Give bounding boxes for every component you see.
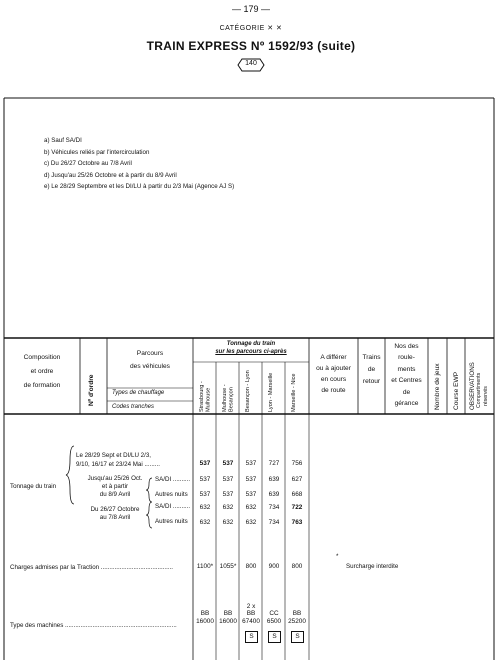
badge-number: 140 <box>245 60 257 67</box>
roulements-header <box>385 341 428 409</box>
charges-c3: 800 <box>245 563 257 570</box>
machine-c3-number: 67400 <box>242 618 260 625</box>
composition-header <box>4 351 80 393</box>
segment-besancon-lyon: Besançon - Lyon <box>245 370 251 412</box>
tonnage-r2-c5: 627 <box>291 476 303 483</box>
tonnage-label: Tonnage du train <box>10 483 57 490</box>
page-title: TRAIN EXPRESS Nº 1592/93 (suite) <box>146 39 356 53</box>
tonnage-r4-c3: 632 <box>245 504 257 511</box>
charges-note-mark: * <box>336 553 339 560</box>
observations-sub-2: réservés <box>483 386 489 406</box>
tonnage-sub-4: SA/DI .......... <box>155 503 191 510</box>
machine-c5-box: S <box>291 631 304 643</box>
tonnage-r3-c4: 639 <box>268 491 280 498</box>
category-label: CATÉGORIE ✕ ✕ <box>219 25 283 32</box>
cond-4-line-2: au 7/8 Avril <box>99 514 131 521</box>
cond-2-line-2: et à partir <box>101 483 129 490</box>
tonnage-r1-c3: 537 <box>245 460 257 467</box>
tonnage-cond-4 <box>82 506 148 522</box>
machine-c3-box: S <box>245 631 258 643</box>
tonnage-header <box>193 340 309 356</box>
tonnage-r5-c3: 632 <box>245 519 257 526</box>
tonnage-title-1: Tonnage du train <box>226 341 276 347</box>
a-differer-line-3: en cours <box>320 376 347 383</box>
a-differer-line-1: A différer <box>320 354 347 361</box>
tonnage-r1-c1: 537 <box>199 460 211 467</box>
tonnage-r5-c1: 632 <box>199 519 211 526</box>
tonnage-r3-c3: 537 <box>245 491 257 498</box>
tonnage-r1-c4: 727 <box>268 460 280 467</box>
tonnage-r1-c2: 537 <box>222 460 234 467</box>
codes-tranches-label: Codes tranches <box>112 404 155 410</box>
note-a: a) Sauf SA/DI <box>44 137 82 144</box>
machine-c3-type: BB <box>246 610 256 617</box>
roulements-line-2: roule- <box>398 354 415 362</box>
machine-c4-number: 6500 <box>266 618 282 625</box>
observations-sub-1: Compartiments <box>476 372 482 408</box>
tonnage-r3-c2: 537 <box>222 491 234 498</box>
parcours-line-2: des véhicules <box>130 363 170 370</box>
composition-line-3: de formation <box>23 382 61 389</box>
roulements-line-3: ments <box>397 365 416 373</box>
segment-lyon-marseille: Lyon - Marseille <box>268 372 274 412</box>
tonnage-r2-c4: 639 <box>268 476 280 483</box>
page-number: — 179 — <box>231 4 271 14</box>
cond-2-line-3: du 8/9 Avril <box>99 491 131 498</box>
note-b: b) Véhicules reliés par l'intercirculation <box>44 148 150 156</box>
charges-c4: 900 <box>268 563 280 570</box>
trains-retour-line-3: retour <box>362 378 381 385</box>
composition-line-1: Composition <box>23 354 61 361</box>
machine-c5-number: 25200 <box>288 618 306 625</box>
a-differer-line-2: ou à ajouter <box>316 365 351 372</box>
segment-mulhouse-besancon: Mulhouse - Besançon <box>222 384 235 412</box>
machines-label: Type des machines ................................................................. <box>10 622 177 629</box>
nombre-jeux-header: Nombre de jeux <box>434 363 441 410</box>
tonnage-r4-c1: 632 <box>199 504 211 511</box>
tonnage-cond-1 <box>76 451 160 469</box>
trains-retour-line-2: de <box>367 366 376 373</box>
trains-retour-line-1: Trains <box>362 354 381 361</box>
segment-strasbourg-mulhouse: Strasbourg - Mulhouse <box>199 381 212 412</box>
tonnage-r5-c4: 734 <box>268 519 280 526</box>
notes-list <box>44 135 234 193</box>
course-ewp-header: Course EWP <box>453 371 460 410</box>
parcours-header <box>107 347 193 373</box>
roulements-line-6: gérance <box>394 400 419 408</box>
tonnage-cond-2 <box>82 475 148 499</box>
cond-1-line-1: Le 28/29 Sept et DI/LU 2/3, <box>76 452 151 459</box>
tonnage-r4-c5: 722 <box>291 504 303 511</box>
charges-c2: 1055* <box>219 563 237 570</box>
a-differer-line-4: de route <box>321 387 346 394</box>
segment-marseille-nice: Marseille - Nice <box>291 373 297 412</box>
numero-ordre-header: Nº d'ordre <box>88 374 95 406</box>
machine-c5-type: BB <box>292 610 302 617</box>
tonnage-title-2: sur les parcours ci-après <box>215 349 287 355</box>
machine-c4-type: CC <box>269 610 279 617</box>
tonnage-r5-c2: 632 <box>222 519 234 526</box>
tonnage-r5-c5: 763 <box>291 519 303 526</box>
tonnage-r2-c2: 537 <box>222 476 234 483</box>
cond-1-line-2: 9/10, 16/17 et 23/24 Mai ......... <box>76 461 160 468</box>
roulements-line-1: Nos des <box>394 343 419 350</box>
trains-retour-header <box>358 352 385 388</box>
tonnage-sub-2: SA/DI .......... <box>155 476 191 483</box>
machine-c2-type: BB <box>223 610 233 617</box>
cond-2-line-1: Jusqu'au 25/26 Oct. <box>87 475 143 482</box>
tonnage-r2-c1: 537 <box>199 476 211 483</box>
tonnage-r2-c3: 537 <box>245 476 257 483</box>
parcours-line-1: Parcours <box>136 350 164 357</box>
tonnage-r3-c5: 668 <box>291 491 303 498</box>
machine-c3-top: 2 x <box>246 603 256 610</box>
roulements-line-4: et Centres <box>391 377 422 385</box>
tonnage-r4-c2: 632 <box>222 504 234 511</box>
cond-4-line-1: Du 26/27 Octobre <box>90 506 140 513</box>
machine-c1-type: BB <box>200 610 210 617</box>
machine-c2-number: 16000 <box>219 618 237 625</box>
a-differer-header <box>309 352 358 396</box>
charges-c5: 800 <box>291 563 303 570</box>
observations-header: OBSERVATIONS <box>469 362 476 410</box>
charges-note: Surcharge interdite <box>346 563 399 570</box>
charges-c1: 1100* <box>196 563 214 570</box>
tonnage-r4-c4: 734 <box>268 504 280 511</box>
tonnage-sub-3: Autres nuits <box>155 491 188 498</box>
note-e: e) Le 28/29 Septembre et les DI/LU à partir du 2/3 Mai (Agence AJ S) <box>44 183 235 191</box>
tonnage-r3-c1: 537 <box>199 491 211 498</box>
note-c: c) Du 26/27 Octobre au 7/8 Avril <box>44 160 132 168</box>
tonnage-sub-5: Autres nuits <box>155 518 188 525</box>
machine-c1-number: 16000 <box>196 618 214 625</box>
roulements-line-5: de <box>402 388 411 396</box>
machine-c4-box: S <box>268 631 281 643</box>
types-chauffage-label: Types de chauffage <box>112 390 165 396</box>
tonnage-r1-c5: 756 <box>291 460 303 467</box>
composition-line-2: et ordre <box>30 368 54 375</box>
note-d: d) Jusqu'au 25/26 Octobre et à partir du 8/9 Avril <box>44 171 177 179</box>
charges-label: Charges admises par la Traction .......................................... <box>10 564 173 571</box>
